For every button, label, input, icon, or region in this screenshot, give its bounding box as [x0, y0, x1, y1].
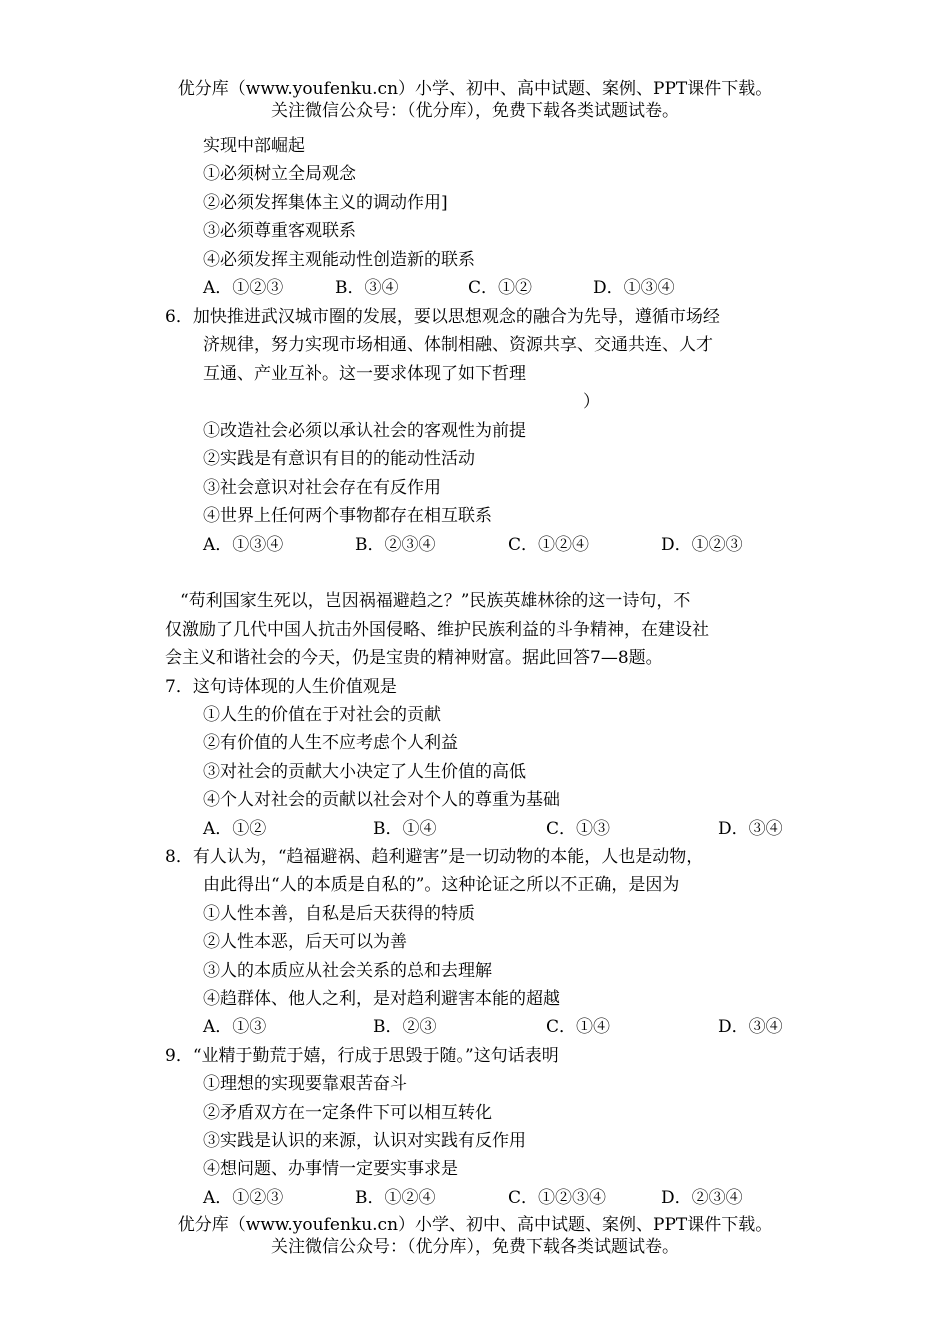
q7-option-b[interactable]: B．①④ — [373, 819, 437, 839]
q7-item-2: ②有价值的人生不应考虑个人利益 — [203, 733, 458, 753]
q7-option-d[interactable]: D．③④ — [718, 819, 783, 839]
q5-item-4: ④必须发挥主观能动性创造新的联系 — [203, 250, 475, 270]
q5-option-d[interactable]: D．①③④ — [593, 278, 675, 298]
q9-stem: 9．“业精于勤荒于嬉，行成于思毁于随。”这句话表明 — [165, 1046, 559, 1066]
q9-options — [0, 1187, 950, 1209]
q6-stem-line-2: 济规律，努力实现市场相通、体制相融、资源共享、交通共连、人才 — [203, 335, 713, 355]
q8-option-d[interactable]: D．③④ — [718, 1017, 783, 1037]
q5-option-a[interactable]: A．①②③ — [203, 278, 284, 298]
footer-line-2: 关注微信公众号：（优分库），免费下载各类试题试卷。 — [271, 1237, 679, 1257]
passage-line-1: “苟利国家生死以，岂因祸福避趋之？”民族英雄林徐的这一诗句，不 — [180, 591, 691, 611]
q5-item-2: ②必须发挥集体主义的调动作用] — [203, 193, 448, 213]
q7-options — [0, 818, 950, 840]
q7-option-a[interactable]: A．①② — [203, 819, 267, 839]
q8-options — [0, 1016, 950, 1038]
q6-options — [0, 534, 950, 556]
q9-option-a[interactable]: A．①②③ — [203, 1188, 284, 1208]
q7-stem: 7．这句诗体现的人生价值观是 — [165, 677, 397, 697]
q6-option-c[interactable]: C．①②④ — [508, 535, 590, 555]
q6-option-a[interactable]: A．①③④ — [203, 535, 284, 555]
q8-item-2: ②人性本恶，后天可以为善 — [203, 932, 407, 952]
q7-item-4: ④个人对社会的贡献以社会对个人的尊重为基础 — [203, 790, 560, 810]
q8-item-3: ③人的本质应从社会关系的总和去理解 — [203, 961, 492, 981]
header-line-1: 优分库（www.youfenku.cn）小学、初中、高中试题、案例、PPT课件下载。 — [177, 79, 773, 99]
passage-line-3: 会主义和谐社会的今天，仍是宝贵的精神财富。据此回答7—8题。 — [165, 648, 663, 668]
q6-item-1: ①改造社会必须以承认社会的客观性为前提 — [203, 421, 526, 441]
q9-option-d[interactable]: D．②③④ — [661, 1188, 743, 1208]
q9-item-2: ②矛盾双方在一定条件下可以相互转化 — [203, 1103, 492, 1123]
q7-item-1: ①人生的价值在于对社会的贡献 — [203, 705, 441, 725]
q9-item-3: ③实践是认识的来源，认识对实践有反作用 — [203, 1131, 526, 1151]
q7-item-3: ③对社会的贡献大小决定了人生价值的高低 — [203, 762, 526, 782]
q5-option-c[interactable]: C．①② — [468, 278, 533, 298]
q5-option-b[interactable]: B．③④ — [335, 278, 399, 298]
q5-item-3: ③必须尊重客观联系 — [203, 221, 356, 241]
q8-option-a[interactable]: A．①③ — [203, 1017, 267, 1037]
q9-item-4: ④想问题、办事情一定要实事求是 — [203, 1159, 458, 1179]
q6-answer-paren: ） — [583, 392, 600, 412]
q6-item-2: ②实践是有意识有目的的能动性活动 — [203, 449, 475, 469]
q9-option-c[interactable]: C．①②③④ — [508, 1188, 607, 1208]
q6-item-4: ④世界上任何两个事物都存在相互联系 — [203, 506, 492, 526]
q5-item-1: ①必须树立全局观念 — [203, 164, 356, 184]
q8-stem-line-1: 8．有人认为，“趋福避祸、趋利避害”是一切动物的本能，人也是动物， — [165, 847, 704, 867]
q9-item-1: ①理想的实现要靠艰苦奋斗 — [203, 1074, 407, 1094]
q8-option-b[interactable]: B．②③ — [373, 1017, 437, 1037]
q8-item-1: ①人性本善，自私是后天获得的特质 — [203, 904, 475, 924]
q9-option-b[interactable]: B．①②④ — [355, 1188, 436, 1208]
q8-stem-line-2: 由此得出“人的本质是自私的”。这种论证之所以不正确，是因为 — [203, 875, 680, 895]
q6-item-3: ③社会意识对社会存在有反作用 — [203, 478, 441, 498]
q6-option-b[interactable]: B．②③④ — [355, 535, 436, 555]
q7-option-c[interactable]: C．①③ — [546, 819, 611, 839]
q5-options — [0, 277, 950, 299]
q6-option-d[interactable]: D．①②③ — [661, 535, 743, 555]
q6-stem-line-1: 6．加快推进武汉城市圈的发展，要以思想观念的融合为先导，遵循市场经 — [165, 307, 720, 327]
q6-stem-line-3: 互通、产业互补。这一要求体现了如下哲理 — [203, 364, 526, 384]
q8-option-c[interactable]: C．①④ — [546, 1017, 611, 1037]
q5-stem-tail: 实现中部崛起 — [203, 136, 305, 156]
passage-line-2: 仅激励了几代中国人抗击外国侵略、维护民族利益的斗争精神，在建设社 — [165, 620, 709, 640]
header-line-2: 关注微信公众号：（优分库），免费下载各类试题试卷。 — [271, 101, 679, 121]
footer-line-1: 优分库（www.youfenku.cn）小学、初中、高中试题、案例、PPT课件下载。 — [177, 1215, 773, 1235]
q8-item-4: ④趋群体、他人之利，是对趋利避害本能的超越 — [203, 989, 560, 1009]
